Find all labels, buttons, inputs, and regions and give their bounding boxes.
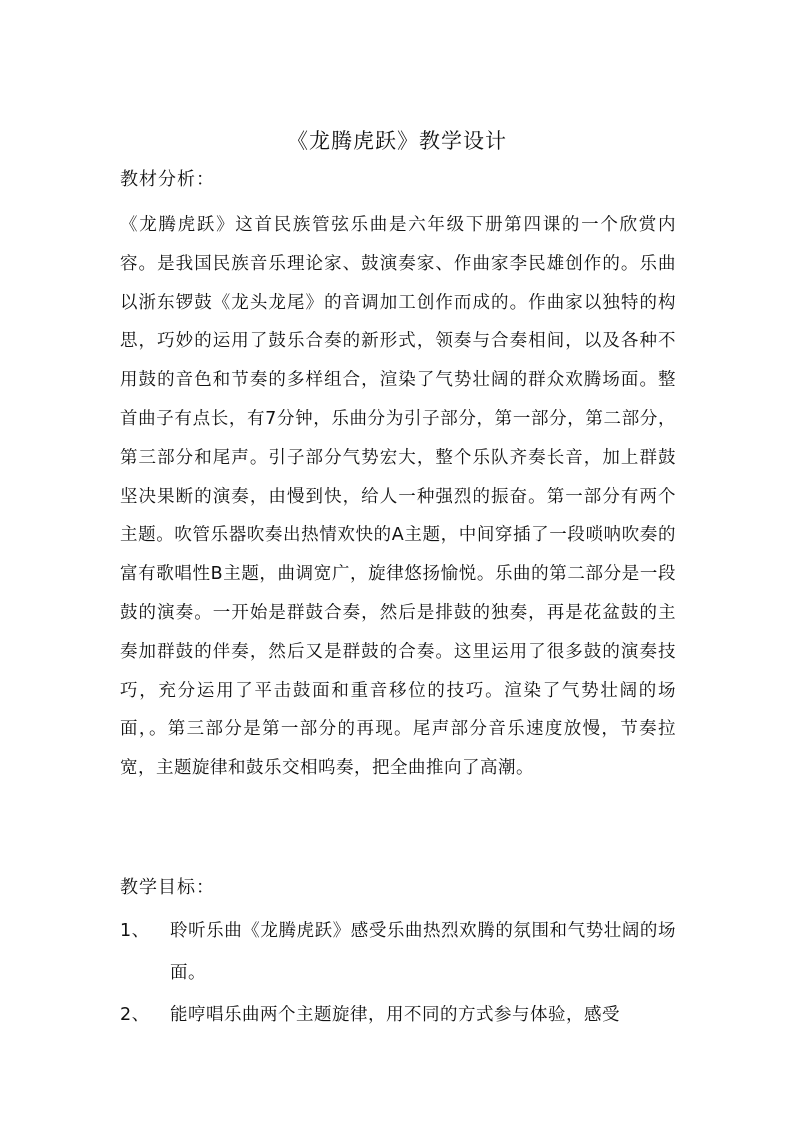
- section-heading-objectives: 教学目标：: [120, 877, 215, 898]
- section-heading-analysis: 教材分析：: [120, 169, 215, 190]
- list-item-text: 聆听乐曲《龙腾虎跃》感受乐曲热烈欢腾的氛围和气势壮阔的场面。: [170, 921, 676, 983]
- list-item: [120, 910, 676, 994]
- document-title: 《龙腾虎跃》教学设计: [287, 129, 507, 153]
- objectives-list: [120, 910, 676, 1036]
- list-item: [120, 994, 676, 1036]
- analysis-paragraph: 《龙腾虎跃》这首民族管弦乐曲是六年级下册第四课的一个欣赏内容。是我国民族音乐理论家、鼓演奏家、作曲家李民雄创作的。乐曲以浙东锣鼓《龙头龙尾》的音调加工创作而成的。作曲家以独特的构思，巧妙的运用了鼓乐合奏的新形式，领奏与合奏相间，以及各种不用鼓的音色和节奏的多样组合，渲染了气势壮阔的群众欢腾场面。整首曲子有点长，有7分钟，乐曲分为引子部分，第一部分，第二部分，第三部分和尾声。引子部分气势宏大，整个乐队齐奏长音，加上群鼓坚决果断的演奏，由慢到快，给人一种强烈的振奋。第一部分有两个主题。吹管乐器吹奏出热情欢快的A主题，中间穿插了一段唢呐吹奏的富有歌唱性B主题，曲调宽广，旋律悠扬愉悦。乐曲的第二部分是一段鼓的演奏。一开始是群鼓合奏，然后是排鼓的独奏，再是花盆鼓的主奏加群鼓的伴奏，然后又是群鼓的合奏。这里运用了很多鼓的演奏技巧，充分运用了平击鼓面和重音移位的技巧。渲染了气势壮阔的场面，。第三部分是第一部分的再现。尾声部分音乐速度放慢，节奏拉宽，主题旋律和鼓乐交相呜奏，把全曲推向了高潮。: [120, 215, 676, 779]
- list-item-number: 2、: [120, 1005, 150, 1025]
- list-item-text: 能哼唱乐曲两个主题旋律，用不同的方式参与体验，感受: [170, 1005, 620, 1025]
- list-item-number: 1、: [120, 921, 150, 941]
